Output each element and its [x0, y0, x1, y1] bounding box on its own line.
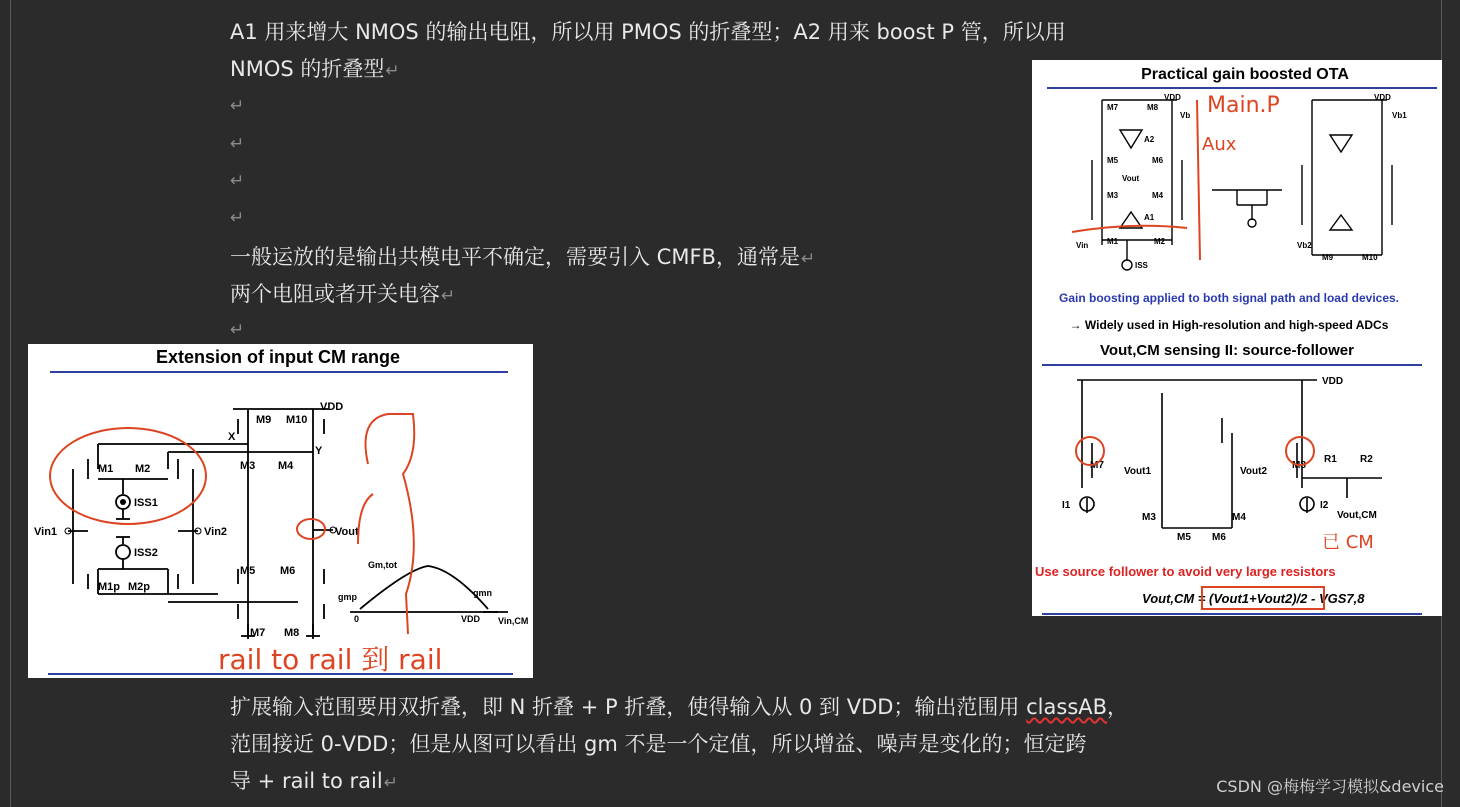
label: VDD: [1164, 93, 1181, 102]
label: ISS: [1135, 261, 1148, 270]
left-border: [10, 0, 11, 807]
text: 导 + rail to rail: [230, 769, 383, 793]
label: M9: [1322, 253, 1334, 262]
label: M5: [1177, 532, 1191, 543]
label: M10: [286, 414, 308, 426]
figure-title: Extension of input CM range: [155, 347, 401, 367]
label: A2: [1144, 135, 1155, 144]
label: M7: [250, 627, 266, 639]
paragraph-3-line-2[interactable]: [230, 726, 1086, 763]
label: Vout: [335, 526, 359, 538]
label: Y: [315, 445, 323, 457]
label: gmn: [473, 588, 492, 598]
label: Vb1: [1392, 111, 1407, 120]
return-mark: ↵: [441, 286, 456, 306]
label: M7: [1090, 460, 1104, 471]
label: M2: [135, 463, 151, 475]
label: M6: [1212, 532, 1226, 543]
label: gmp: [338, 592, 357, 602]
label: M9: [256, 414, 272, 426]
handwriting: 已 CM: [1322, 532, 1374, 553]
label: Vin2: [204, 526, 228, 538]
paragraph-2-line-1[interactable]: [230, 239, 815, 278]
label: I2: [1320, 500, 1329, 511]
figure-gain-boosted-ota[interactable]: [1032, 60, 1442, 338]
label: M1: [98, 463, 114, 475]
label: M3: [1142, 512, 1156, 523]
label: Vout,CM: [1337, 510, 1377, 521]
figure-title: Vout,CM sensing II: source-follower: [1100, 342, 1354, 359]
label: VDD: [1322, 376, 1344, 387]
label: M5: [240, 565, 256, 577]
label: ISS1: [134, 497, 158, 509]
label: A1: [1144, 213, 1155, 222]
label: ISS2: [134, 547, 158, 559]
label: M4: [278, 460, 294, 472]
watermark: CSDN @梅梅学习模拟&device: [1216, 777, 1444, 796]
return-mark: ↵: [800, 249, 816, 269]
label: M1p: [98, 581, 120, 593]
label: M8: [1147, 103, 1159, 112]
text: 范围接近 0-VDD；但是从图可以看出 gm 不是一个定值，所以增益、噪声是变化的；恒定跨: [230, 732, 1087, 756]
text: 两个电阻或者开关电容: [230, 282, 440, 306]
label: Vout1: [1124, 466, 1152, 477]
label: M6: [1152, 156, 1164, 165]
label: Vin: [1076, 241, 1089, 250]
label: M3: [1107, 191, 1119, 200]
label: M2p: [128, 581, 150, 593]
caption: Gain boosting applied to both signal path and load devices.: [1058, 291, 1400, 305]
label: M7: [1107, 103, 1119, 112]
label: VDD: [320, 401, 344, 413]
label: M8: [1292, 460, 1306, 471]
label: Vin1: [34, 526, 58, 538]
label: M4: [1232, 512, 1246, 523]
formula: Vout,CM = (Vout1+Vout2)/2 - VGS7,8: [1142, 591, 1365, 606]
note: Use source follower to avoid very large resistors: [1035, 564, 1336, 579]
label: Vb2: [1297, 241, 1312, 250]
label: VDD: [461, 614, 481, 624]
text: 扩展输入范围要用双折叠，即 N 折叠 + P 折叠，使得输入从 0 到 VDD；输出范围用: [230, 695, 1027, 719]
return-mark: ↵: [385, 61, 400, 81]
paragraph-3-line-1[interactable]: [230, 689, 1128, 726]
text: ，: [1107, 695, 1129, 719]
label: M2: [1154, 237, 1166, 246]
empty-line[interactable]: ↵: [230, 96, 245, 116]
paragraph-1-line-2[interactable]: [230, 51, 400, 90]
return-mark: ↵: [383, 773, 398, 793]
text: 一般运放的是输出共模电平不确定，需要引入 CMFB，通常是: [230, 245, 800, 269]
label: M1: [1107, 237, 1119, 246]
label: M4: [1152, 191, 1164, 200]
paragraph-3-line-3[interactable]: [230, 763, 398, 802]
label: R2: [1360, 454, 1373, 465]
label: M5: [1107, 156, 1119, 165]
text: NMOS 的折叠型: [230, 57, 385, 81]
empty-line[interactable]: ↵: [230, 171, 245, 191]
spellcheck-word: classAB: [1026, 695, 1108, 719]
label: M3: [240, 460, 256, 472]
label: VDD: [1374, 93, 1391, 102]
label: M6: [280, 565, 296, 577]
empty-line[interactable]: ↵: [230, 134, 245, 154]
empty-line[interactable]: ↵: [230, 208, 245, 228]
caption: → Widely used in High-resolution and high-speed ADCs: [1069, 318, 1389, 332]
label: I1: [1062, 500, 1071, 511]
handwriting: Main.P: [1207, 93, 1280, 118]
figure-source-follower-cmfb[interactable]: [1032, 338, 1442, 616]
label: Vout: [1122, 174, 1140, 183]
label: X: [228, 431, 236, 443]
paragraph-2-line-2[interactable]: [230, 276, 455, 315]
empty-line[interactable]: ↵: [230, 320, 245, 340]
figure-title: Practical gain boosted OTA: [1141, 66, 1349, 83]
figure-input-cm-range[interactable]: [28, 344, 533, 678]
handwriting: Aux: [1202, 134, 1237, 155]
label: M10: [1362, 253, 1378, 262]
label: R1: [1324, 454, 1337, 465]
label: M8: [284, 627, 300, 639]
label: Vout2: [1240, 466, 1268, 477]
label: Gm,tot: [368, 560, 397, 570]
paragraph-1-line-1[interactable]: [230, 14, 1066, 51]
label: Vin,CM: [498, 616, 529, 626]
label: 0: [354, 614, 360, 624]
handwriting: rail to rail 到 rail: [218, 643, 443, 676]
text: A1 用来增大 NMOS 的输出电阻，所以用 PMOS 的折叠型；A2 用来 boost P 管，所以用: [230, 20, 1066, 44]
label: Vb: [1180, 111, 1191, 120]
